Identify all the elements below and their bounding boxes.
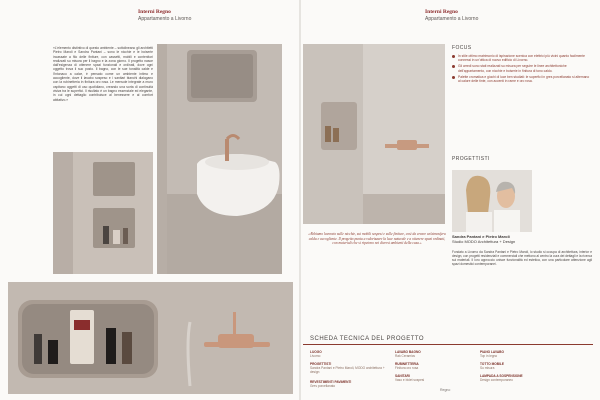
focus-item [452, 64, 592, 72]
focus-list [452, 54, 592, 85]
bullet-icon [452, 65, 455, 68]
focus-item-text: In stile ottimo matrimonio di ispirazione scenica con elettrici più vicini quanto facilmente connessi in un'ottica di nuovo edificio di Livorno. [458, 54, 585, 63]
scheda-value: Sandra Pantani e Pietro Maroli, MODO architettura + design [310, 366, 385, 374]
page-folio: Regno [440, 388, 451, 392]
scheda-value: Top in legno [480, 354, 498, 358]
scheda-label: SANITARI [395, 374, 410, 378]
scheda-item [480, 362, 580, 370]
right-header-location: Appartamento a Livorno [425, 16, 479, 22]
scheda-value: Rak Ceramics [395, 354, 416, 358]
scheda-label: TOTTO MOBILE [480, 362, 504, 366]
designer-names [452, 234, 515, 244]
scheda-item [310, 350, 390, 358]
left-header-location: Appartamento a Livorno [138, 16, 192, 22]
scheda-value: Gres porcellanato [310, 384, 336, 388]
left-body-text: «L'elemento distintivo di questo ambiente – sottolineano gli architetti Pietro Maroli e Sandra Pantani – sono le nicchie e le boiserie incassate a filo delle finiture, con cassetti, mobili e contenitori realizzati su misura per il bagno e la zona giorno. Il progetto nasce dall'esigenza di ottenere spazi funzionali e ordinati, dove ogni oggetto trova il suo posto. Il bagno, con le sue tonalità calde e l'intonaco a calce, è pensato come un ambiente intimo e accogliente, dove il lavabo sospeso e i sanitari bianchi dialogano con la rubinetteria in finitura oro rosa. Le mensole integrate a muro ospitano oggetti di uso quotidiano, creando una sorta di continuità visiva tra le superfici. Il risultato è un bagno essenziale ed elegante, in cui ogni dettaglio contribuisce al benessere e al comfort abitativo.» [53, 46, 153, 102]
spread-spine [299, 0, 301, 400]
left-header-brand: Interni Regno [138, 9, 171, 15]
focus-item [452, 75, 592, 83]
scheda-item [480, 350, 580, 358]
focus-item-text: Gli arredi sono stati realizzati su misura per seguire le linee architettoniche dell'appartamento, con nicchie e boiserie in finitura di tono caldo. [458, 64, 567, 73]
focus-title: FOCUS [452, 45, 472, 51]
scheda-item [395, 374, 475, 382]
scheda-label: PROGETTISTI [310, 362, 332, 366]
scheda-label: LAMPADA A SOSPENSIONE [480, 374, 523, 378]
scheda-divider [303, 344, 593, 345]
scheda-value: Su misura [480, 366, 495, 370]
scheda-label: LAVABO BAGNO [395, 350, 421, 354]
scheda-item [310, 362, 390, 374]
bullet-icon [452, 55, 455, 58]
scheda-item [310, 380, 390, 388]
scheda-label: LUOGO [310, 350, 322, 354]
designers-bio: Fondato a Livorno da Sandra Pantani e Pietro Maroli, lo studio si occupa di architettura, interior e design, con progetti residenziali e commerciali che mettono al centro la cura dei dettagli e la ricerca sui materiali. Il loro approccio unisce funzionalità ed estetica, con una particolare attenzione agli spazi domestici contemporanei. [452, 250, 592, 267]
scheda-item [480, 374, 580, 382]
shelf-niche-photo [53, 152, 153, 274]
focus-item-text: Palette cromatica e giochi di luce ben studiati: le superfici in gres porcellanato si alternano al calore delle tinte, con accenti in rame e oro rosa. [458, 74, 590, 84]
left-page-header [138, 9, 191, 23]
scheda-label: PIANO LAVABO [480, 350, 504, 354]
scheda-title: SCHEDA TECNICA DEL PROGETTO [310, 336, 425, 342]
scheda-value: Finitura oro rosa [395, 366, 419, 370]
bullet-icon [452, 76, 455, 79]
scheda-label: RUBINETTERIA [395, 362, 419, 366]
designers-portrait [452, 170, 532, 232]
designer-name: Sandra Pantani e Pietro Maroli [452, 234, 510, 239]
right-header-brand: Interni Regno [425, 9, 458, 15]
designers-title: PROGETTISTI [452, 156, 490, 162]
shower-photo [303, 44, 445, 224]
scheda-value: Livorno [310, 354, 321, 358]
scheda-value: Design contemporaneo [480, 378, 513, 382]
right-page-header [425, 9, 478, 23]
scheda-item [395, 362, 475, 370]
focus-item [452, 54, 592, 62]
pull-quote: «Abbiamo lavorato sulle nicchie, sui mobili sospesi e sulle finiture, così da creare un'atmosfera calda e accogliente. Il progetto punta a valorizzare la luce naturale e a ottenere spazi ordinati, con materiali che si ripetono nei diversi ambienti della casa.» [308, 232, 446, 246]
scheda-label: REVESTIMENTI PAVIMENTI [310, 380, 352, 384]
bidet-photo [157, 44, 282, 274]
shower-niche-photo [8, 282, 293, 394]
scheda-value: Vaso e bidet sospesi [395, 378, 425, 382]
scheda-item [395, 350, 475, 358]
designer-studio: Studio MODO Architettura + Design [452, 239, 516, 244]
